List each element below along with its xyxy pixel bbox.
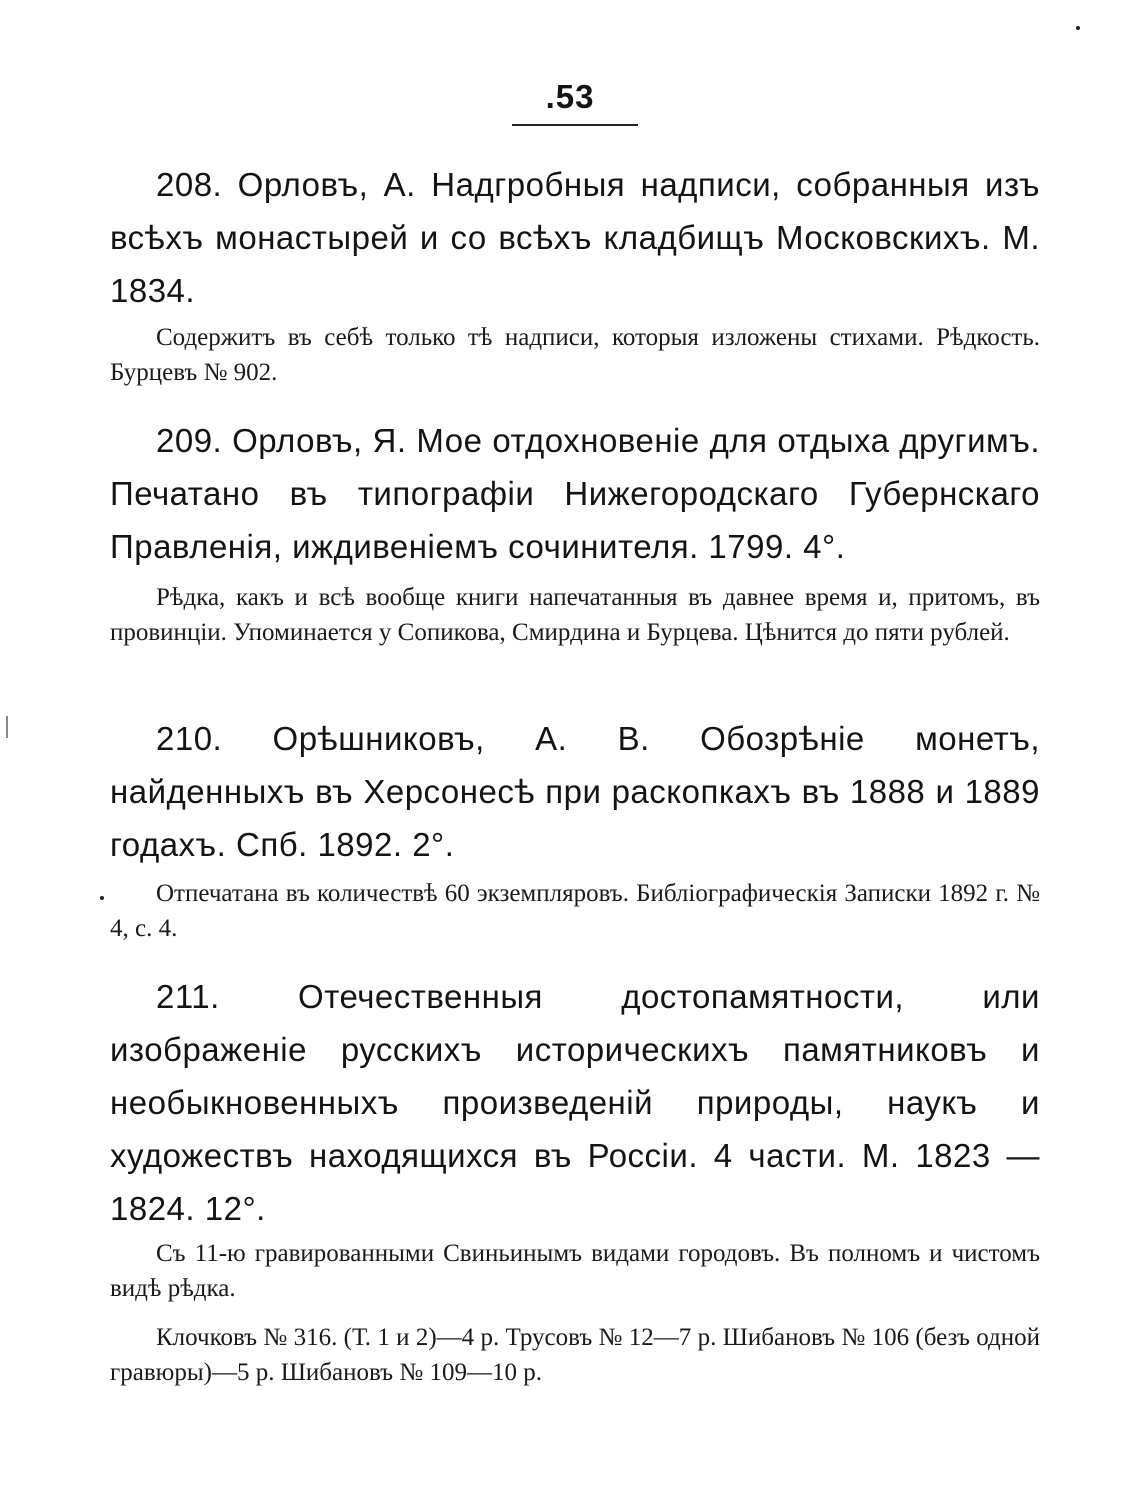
scan-speck — [6, 716, 8, 738]
entry-208-title: 208. Орловъ, А. Надгробныя надписи, собранныя изъ всѣхъ монастырей и со всѣхъ кладбищъ Московскихъ. М. 1834. — [110, 166, 1040, 309]
entry-210-title: 210. Орѣшниковъ, А. В. Обозрѣніе монетъ, найденныхъ въ Херсонесѣ при раскопкахъ въ 1888 и 1889 годахъ. Спб. 1892. 2°. — [110, 720, 1040, 863]
entry-211-prices: Клочковъ № 316. (Т. 1 и 2)—4 р. Трусовъ № 12—7 р. Шибановъ № 106 (безъ одной гравюры)—5 р. Шибановъ № 109—10 р. — [110, 1324, 1040, 1386]
page-number-rule — [512, 124, 638, 126]
scan-speck — [100, 896, 104, 900]
entry-209-note: Рѣдка, какъ и всѣ вообще книги напечатанныя въ давнее время и, притомъ, въ провинціи. Упоминается у Сопикова, Смирдина и Бурцева. Цѣнится до пяти рублей. — [110, 584, 1040, 646]
entry-211-note: Съ 11-ю гравированными Свиньинымъ видами городовъ. Въ полномъ и чистомъ видѣ рѣдка. — [110, 1240, 1040, 1302]
page-number: .53 — [545, 78, 595, 115]
entry-209-title: 209. Орловъ, Я. Мое отдохновеніе для отдыха другимъ. Печатано въ типографіи Нижегородскаго Губернскаго Правленія, иждивеніемъ сочинителя. 1799. 4°. — [110, 422, 1040, 565]
entry-210-note: Отпечатана въ количествѣ 60 экземпляровъ. Библіографическія Записки 1892 г. № 4, с. 4. — [110, 880, 1040, 942]
entry-211-title: 211. Отечественныя достопамятности, или изображеніе русскихъ историческихъ памятниковъ и необыкновенныхъ произведеній природы, наукъ и художествъ находящихся въ Россіи. 4 части. М. 1823 — 1824. 12°. — [110, 978, 1040, 1227]
scan-speck — [1076, 26, 1080, 30]
entry-208-note: Содержитъ въ себѣ только тѣ надписи, которыя изложены стихами. Рѣдкость. Бурцевъ № 902. — [110, 324, 1040, 386]
